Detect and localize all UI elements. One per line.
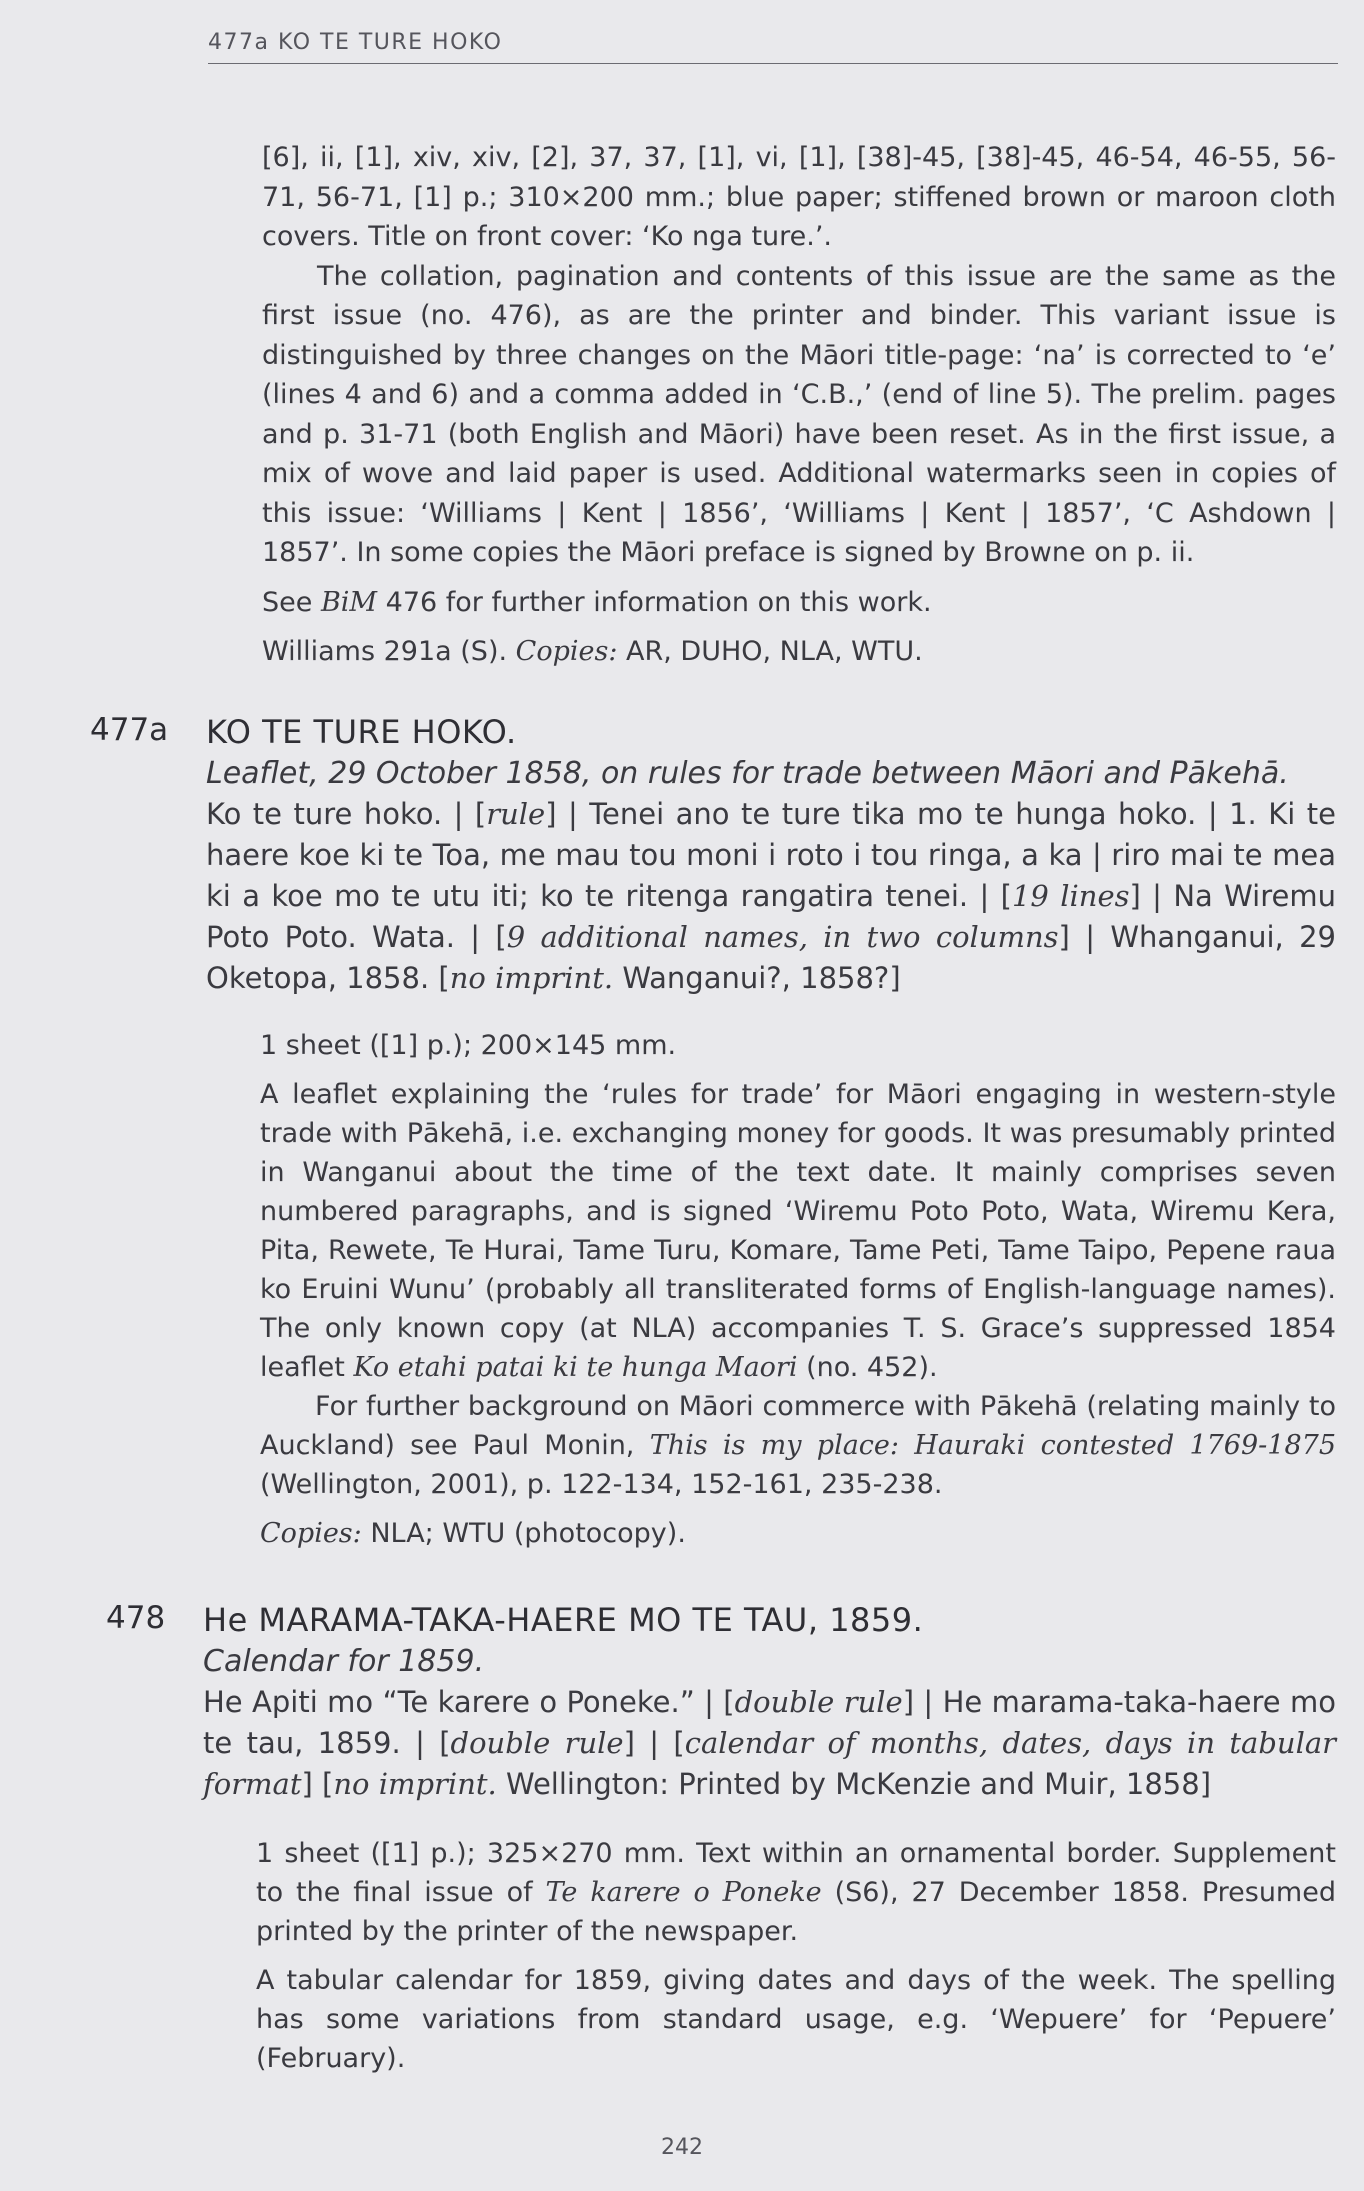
page-number: 242	[661, 2135, 703, 2160]
entry-477a	[206, 712, 1336, 999]
entry-title: He MARAMA-TAKA-HAERE MO TE TAU, 1859.	[203, 1601, 924, 1639]
running-head: 477a KO TE TURE HOKO	[208, 30, 1338, 64]
note-paragraph: For further background on Māori commerce with Pākehā (relating mainly to Auckland) see Paul Monin, This is my place: Hauraki contested 1769-1875 (Wellington, 2001), p. 122-134, 152-161, 235-238.	[260, 1391, 1336, 1500]
prev-note: The collation, pagination and contents of this issue are the same as the first issue (no. 476), as are the printer and binder. This variant issue is distinguished by three changes on the Māori title-page: ‘na’ is corrected to ‘e’ (lines 4 and 6) and a comma added in ‘C.B.,’ (end of line 5). The prelim. pages and p. 31-71 (both English and Māori) have been reset. As in the first issue, a mix of wove and laid paper is used. Additional watermarks seen in copies of this issue: ‘Williams | Kent | 1856’, ‘Williams | Kent | 1857’, ‘C Ashdown | 1857’. In some copies the Māori preface is signed by Browne on p. ii.	[262, 260, 1336, 568]
physical-description: 1 sheet ([1] p.); 325×270 mm. Text within an ornamental border. Supplement to the final issue of Te karere o Poneke (S6), 27 December 1858. Presumed printed by the printer of the newspaper.	[256, 1838, 1336, 1947]
entry-subtitle: Leaflet, 29 October 1858, on rules for trade between Māori and Pākehā.	[206, 756, 1289, 791]
title-page-transcription: Ko te ture hoko. | [rule] | Tenei ano te ture tika mo te hunga hoko. | 1. Ki te haere koe ki te Toa, me mau tou moni i roto i tou ringa, a ka | riro mai te mea ki a koe mo te utu iti; ko te ritenga rangatira tenei. | [19 lines] | Na Wiremu Poto Poto. Wata. | [9 additional names, in two columns] | Whanganui, 29 Oketopa, 1858. [no imprint. Wanganui?, 1858?]	[206, 797, 1336, 995]
note-paragraph: A leaflet explaining the ‘rules for trade’ for Māori engaging in western-style trade with Pākehā, i.e. exchanging money for goods. It was presumably printed in Wanganui about the time of the text date. It mainly comprises seven numbered paragraphs, and is signed ‘Wiremu Poto Poto, Wata, Wiremu Kera, Pita, Rewete, Te Hurai, Tame Turu, Komare, Tame Peti, Tame Taipo, Pepene raua ko Eruini Wunu’ (probably all transliterated forms of English-language names). The only known copy (at NLA) accompanies T. S. Grace’s suppressed 1854 leaflet Ko etahi patai ki te hunga Maori (no. 452).	[260, 1079, 1336, 1383]
entry-478-notes	[256, 1834, 1336, 2078]
copies-line: Copies: NLA; WTU (photocopy).	[260, 1518, 686, 1549]
note-paragraph: A tabular calendar for 1859, giving dates and days of the week. The spelling has some variations from standard usage, e.g. ‘Wepuere’ for ‘Pepuere’ (February).	[256, 1965, 1336, 2074]
prev-entry	[262, 138, 1336, 672]
prev-see-also: See BiM 476 for further information on this work.	[262, 586, 932, 618]
entry-title: KO TE TURE HOKO.	[206, 713, 517, 751]
entry-number-478: 478	[106, 1600, 166, 1636]
entry-subtitle: Calendar for 1859.	[203, 1644, 485, 1679]
prev-collation: [6], ii, [1], xiv, xiv, [2], 37, 37, [1], vi, [1], [38]-45, [38]-45, 46-54, 46-55, 56-71, 56-71, [1] p.; 310×200 mm.; blue paper; stiffened brown or maroon cloth covers. Title on front cover: ‘Ko nga ture.’.	[262, 142, 1336, 252]
physical-description: 1 sheet ([1] p.); 200×145 mm.	[260, 1030, 677, 1061]
title-page-transcription: He Apiti mo “Te karere o Poneke.” | [double rule] | He marama-taka-haere mo te tau, 1859. | [double rule] | [calendar of months, dates, days in tabular format] [no imprint. Wellington: Printed by McKenzie and Muir, 1858]	[203, 1685, 1336, 1801]
entry-number-477a: 477a	[90, 712, 169, 748]
prev-copies: Williams 291a (S). Copies: AR, DUHO, NLA, WTU.	[262, 636, 923, 667]
entry-477a-notes	[260, 1026, 1336, 1553]
entry-478	[203, 1600, 1336, 1805]
